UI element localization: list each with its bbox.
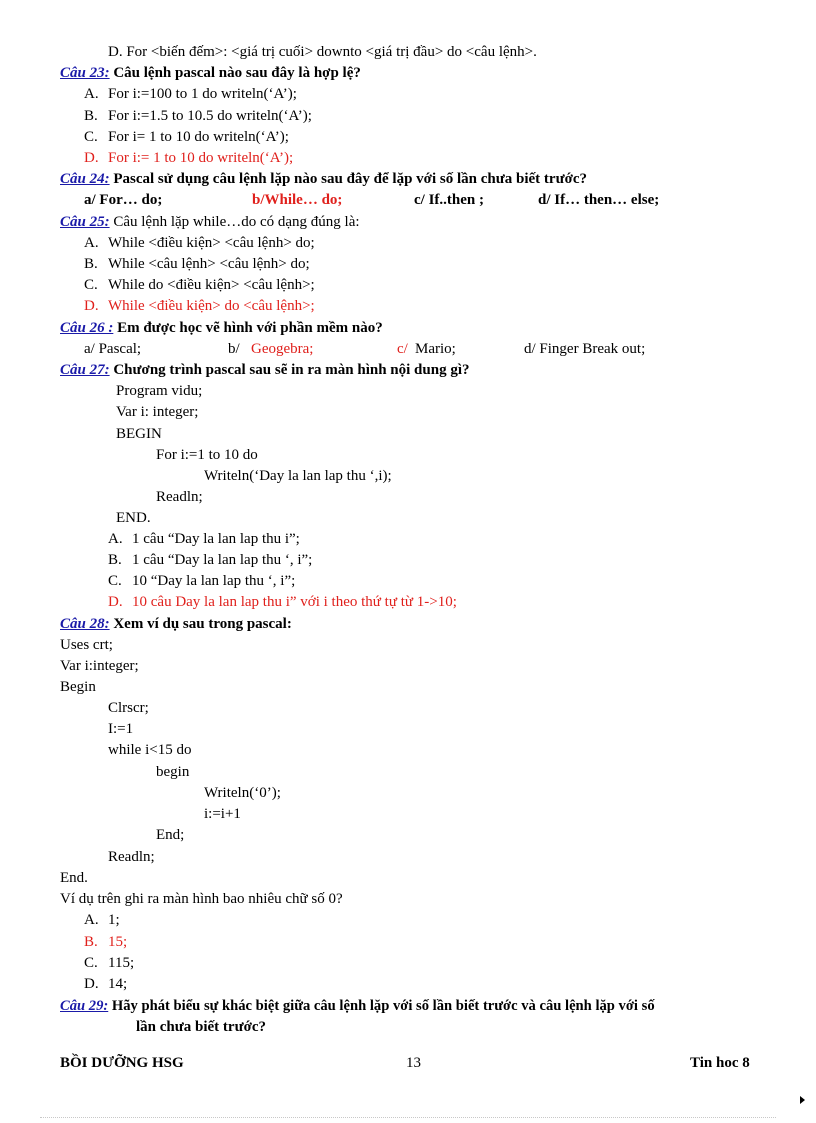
code-line: Readln; [156,489,203,505]
question-label: Câu 26 : [60,320,114,336]
question-28 [60,614,292,634]
q25-option-a [84,233,99,253]
question-label: Câu 29: [60,998,109,1014]
q27-option-c-text: 10 “Day la lan lap thu ‘, i”; [132,573,296,589]
question-26 [60,318,383,338]
q25-option-b [84,254,98,274]
page-number: 13 [406,1055,421,1071]
q27-option-c [108,571,122,591]
question-29 [60,996,655,1016]
q24-option-d: d/ If… then… else; [538,192,660,208]
option-letter: D. [84,298,99,314]
question-label: Câu 23: [60,65,110,81]
code-line: Var i:integer; [60,658,139,674]
q25-option-d [84,296,99,316]
code-line: End. [60,870,88,886]
question-29-continued: lần chưa biết trước? [136,1019,267,1035]
q28-option-b-text: 15; [108,934,128,950]
page-bottom-divider [40,1117,776,1118]
option-letter: C. [84,277,98,293]
q23-option-b [84,106,98,126]
q27-option-a [108,529,123,549]
code-line: while i<15 do [108,742,192,758]
option-letter: B. [84,934,98,950]
q26-option-b-letter: b/ [228,341,240,357]
option-letter: C. [84,129,98,145]
q28-option-a-text: 1; [108,912,120,928]
option-letter: A. [84,235,99,251]
option-letter: C. [84,955,98,971]
q23-option-d [84,148,99,168]
q28-option-a [84,910,99,930]
q26-option-d: d/ Finger Break out; [524,341,646,357]
code-line: Readln; [108,849,155,865]
q25-option-b-text: While <câu lệnh> <câu lệnh> do; [108,256,310,272]
code-line: Begin [60,679,96,695]
q23-option-b-text: For i:=1.5 to 10.5 do writeln(‘A’); [108,108,312,124]
q25-option-d-text: While <điều kiện> do <câu lệnh>; [108,298,315,314]
question-24 [60,169,587,189]
question-25 [60,212,360,232]
option-letter: A. [84,912,99,928]
question-23 [60,63,361,83]
q26-option-c-text: Mario; [415,341,456,357]
question-label: Câu 27: [60,362,110,378]
option-letter: D. [108,594,123,610]
question-text: Câu lệnh lặp while…do có dạng đúng là: [109,214,360,230]
code-line: Var i: integer; [116,404,199,420]
option-letter: D. [84,150,99,166]
page-corner-marker [800,1096,805,1104]
code-line: Writeln(‘Day la lan lap thu ‘,i); [204,468,392,484]
option-letter: D. [84,976,99,992]
option-letter: A. [108,531,123,547]
code-line: BEGIN [116,426,162,442]
q28-prompt: Ví dụ trên ghi ra màn hình bao nhiêu chữ số 0? [60,891,343,907]
question-label: Câu 24: [60,171,110,187]
question-label: Câu 28: [60,616,110,632]
footer-left: BỒI DƯỠNG HSG [60,1055,184,1071]
question-text: Hãy phát biểu sự khác biệt giữa câu lệnh lặp với số lần biết trước và câu lệnh lặp với số [108,998,655,1014]
q28-option-d-text: 14; [108,976,128,992]
q25-option-a-text: While <điều kiện> <câu lệnh> do; [108,235,315,251]
q27-option-b-text: 1 câu “Day la lan lap thu ‘, i”; [132,552,313,568]
q23-option-a-text: For i:=100 to 1 do writeln(‘A’); [108,86,297,102]
q24-option-c: c/ If..then ; [414,192,484,208]
question-text: Pascal sử dụng câu lệnh lặp nào sau đây để lặp với số lần chưa biết trước? [109,171,588,187]
footer-right: Tin hoc 8 [690,1055,750,1071]
q22-option-d: D. For <biến đếm>: <giá trị cuối> downto <giá trị đầu> do <câu lệnh>. [108,44,537,60]
q28-option-c-text: 115; [108,955,135,971]
q23-option-d-text: For i:= 1 to 10 do writeln(‘A’); [108,150,294,166]
code-line: For i:=1 to 10 do [156,447,258,463]
code-line: End; [156,827,185,843]
code-line: i:=i+1 [204,806,241,822]
question-text: Xem ví dụ sau trong pascal: [109,616,292,632]
code-line: Clrscr; [108,700,149,716]
option-letter: B. [108,552,122,568]
question-label: Câu 25: [60,214,110,230]
q23-option-c-text: For i= 1 to 10 do writeln(‘A’); [108,129,289,145]
q27-option-d [108,592,123,612]
code-line: Program vidu; [116,383,203,399]
question-27 [60,360,470,380]
q23-option-a [84,84,99,104]
q27-option-a-text: 1 câu “Day la lan lap thu i”; [132,531,300,547]
q26-option-a: a/ Pascal; [84,341,142,357]
q27-option-b [108,550,122,570]
option-letter: B. [84,256,98,272]
option-letter: C. [108,573,122,589]
code-line: Writeln(‘0’); [204,785,281,801]
code-line: END. [116,510,151,526]
option-letter: B. [84,108,98,124]
q25-option-c-text: While do <điều kiện> <câu lệnh>; [108,277,315,293]
question-text: Câu lệnh pascal nào sau đây là hợp lệ? [109,65,361,81]
code-line: begin [156,764,190,780]
q27-option-d-text: 10 câu Day la lan lap thu i” với i theo thứ tự từ 1->10; [132,594,457,610]
q28-option-d [84,974,99,994]
code-line: Uses crt; [60,637,113,653]
q26-option-c-letter: c/ [397,341,408,357]
question-text: Chương trình pascal sau sẽ in ra màn hình nội dung gì? [109,362,470,378]
q28-option-c [84,953,98,973]
q25-option-c [84,275,98,295]
option-letter: A. [84,86,99,102]
q28-option-b [84,932,98,952]
question-text: Em được học vẽ hình với phần mềm nào? [113,320,383,336]
q24-option-a: a/ For… do; [84,192,163,208]
q23-option-c [84,127,98,147]
code-line: I:=1 [108,721,134,737]
q24-option-b: b/While… do; [252,192,343,208]
q26-option-b-text: Geogebra; [251,341,314,357]
